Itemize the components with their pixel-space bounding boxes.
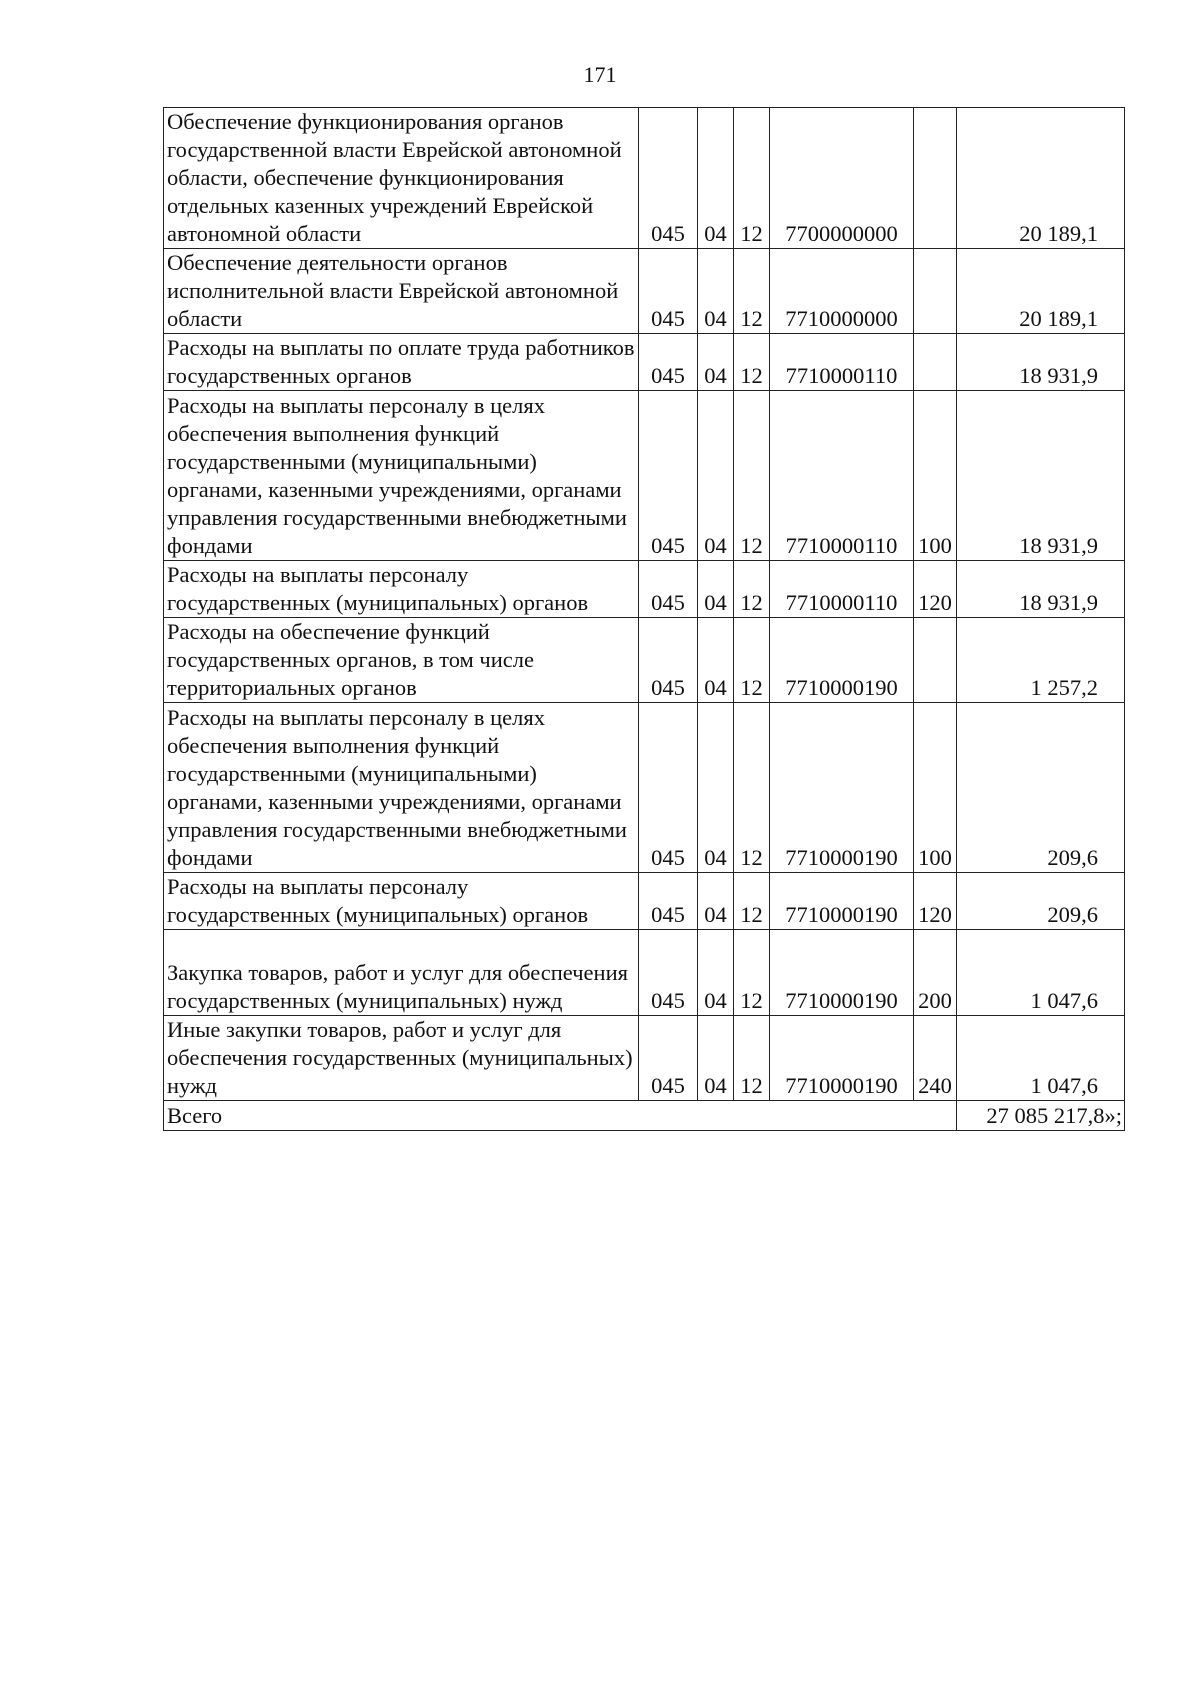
expense-type-code: 200	[914, 930, 957, 1016]
expense-name: Расходы на выплаты персоналу в целях обеспечения выполнения функций государственными (муниципальными) органами, казенными учреждениями, органами управления государственными внебюджетными фондами	[164, 703, 639, 873]
grbs-code: 045	[639, 1016, 698, 1101]
table-row	[164, 108, 1125, 249]
grbs-code: 045	[639, 391, 698, 561]
expense-type-code: 100	[914, 391, 957, 561]
subsection-code: 12	[734, 561, 770, 618]
grbs-code: 045	[639, 108, 698, 249]
target-article-code: 7710000110	[770, 561, 914, 618]
section-code: 04	[698, 391, 734, 561]
expense-type-code: 120	[914, 561, 957, 618]
expense-name: Расходы на выплаты по оплате труда работников государственных органов	[164, 334, 639, 391]
table-row	[164, 561, 1125, 618]
expense-name: Иные закупки товаров, работ и услуг для обеспечения государственных (муниципальных) нужд	[164, 1016, 639, 1101]
target-article-code: 7710000190	[770, 873, 914, 930]
expense-name: Расходы на обеспечение функций государственных органов, в том числе территориальных органов	[164, 618, 639, 703]
expense-type-code: 120	[914, 873, 957, 930]
expense-type-code	[914, 108, 957, 249]
budget-table	[163, 107, 1125, 1131]
expense-type-code	[914, 249, 957, 334]
target-article-code: 7710000190	[770, 618, 914, 703]
subsection-code: 12	[734, 618, 770, 703]
amount: 20 189,1	[957, 108, 1125, 249]
section-code: 04	[698, 930, 734, 1016]
amount: 18 931,9	[957, 391, 1125, 561]
target-article-code: 7710000110	[770, 334, 914, 391]
section-code: 04	[698, 561, 734, 618]
subsection-code: 12	[734, 249, 770, 334]
expense-name: Обеспечение деятельности органов исполнительной власти Еврейской автономной области	[164, 249, 639, 334]
grbs-code: 045	[639, 873, 698, 930]
target-article-code: 7710000190	[770, 930, 914, 1016]
amount: 1 257,2	[957, 618, 1125, 703]
section-code: 04	[698, 618, 734, 703]
section-code: 04	[698, 873, 734, 930]
amount: 18 931,9	[957, 334, 1125, 391]
section-code: 04	[698, 108, 734, 249]
table-row	[164, 334, 1125, 391]
total-label: Всего	[164, 1101, 957, 1131]
table-row	[164, 930, 1125, 1016]
expense-type-code	[914, 334, 957, 391]
expense-name: Расходы на выплаты персоналу государственных (муниципальных) органов	[164, 561, 639, 618]
target-article-code: 7710000190	[770, 703, 914, 873]
subsection-code: 12	[734, 930, 770, 1016]
subsection-code: 12	[734, 334, 770, 391]
target-article-code: 7700000000	[770, 108, 914, 249]
grbs-code: 045	[639, 334, 698, 391]
grbs-code: 045	[639, 561, 698, 618]
subsection-code: 12	[734, 703, 770, 873]
section-code: 04	[698, 1016, 734, 1101]
section-code: 04	[698, 703, 734, 873]
section-code: 04	[698, 334, 734, 391]
grbs-code: 045	[639, 249, 698, 334]
amount: 1 047,6	[957, 1016, 1125, 1101]
amount: 209,6	[957, 873, 1125, 930]
target-article-code: 7710000110	[770, 391, 914, 561]
subsection-code: 12	[734, 391, 770, 561]
expense-type-code	[914, 618, 957, 703]
expense-type-code: 100	[914, 703, 957, 873]
expense-name: Расходы на выплаты персоналу государственных (муниципальных) органов	[164, 873, 639, 930]
amount: 20 189,1	[957, 249, 1125, 334]
table-row	[164, 1016, 1125, 1101]
page-number: 171	[583, 62, 617, 87]
target-article-code: 7710000000	[770, 249, 914, 334]
grbs-code: 045	[639, 930, 698, 1016]
table-row	[164, 249, 1125, 334]
amount: 1 047,6	[957, 930, 1125, 1016]
subsection-code: 12	[734, 108, 770, 249]
table-row	[164, 391, 1125, 561]
expense-name: Расходы на выплаты персоналу в целях обеспечения выполнения функций государственными (муниципальными) органами, казенными учреждениями, органами управления государственными внебюджетными фондами	[164, 391, 639, 561]
subsection-code: 12	[734, 873, 770, 930]
expense-name: Обеспечение функционирования органов государственной власти Еврейской автономной области, обеспечение функционирования отдельных казенных учреждений Еврейской автономной области	[164, 108, 639, 249]
subsection-code: 12	[734, 1016, 770, 1101]
total-row	[164, 1101, 1125, 1131]
table-row	[164, 703, 1125, 873]
expense-name: Закупка товаров, работ и услуг для обеспечения государственных (муниципальных) нужд	[164, 930, 639, 1016]
total-amount: 27 085 217,8»;	[957, 1101, 1125, 1131]
expense-type-code: 240	[914, 1016, 957, 1101]
amount: 18 931,9	[957, 561, 1125, 618]
target-article-code: 7710000190	[770, 1016, 914, 1101]
amount: 209,6	[957, 703, 1125, 873]
grbs-code: 045	[639, 618, 698, 703]
section-code: 04	[698, 249, 734, 334]
grbs-code: 045	[639, 703, 698, 873]
table-row	[164, 873, 1125, 930]
table-row	[164, 618, 1125, 703]
